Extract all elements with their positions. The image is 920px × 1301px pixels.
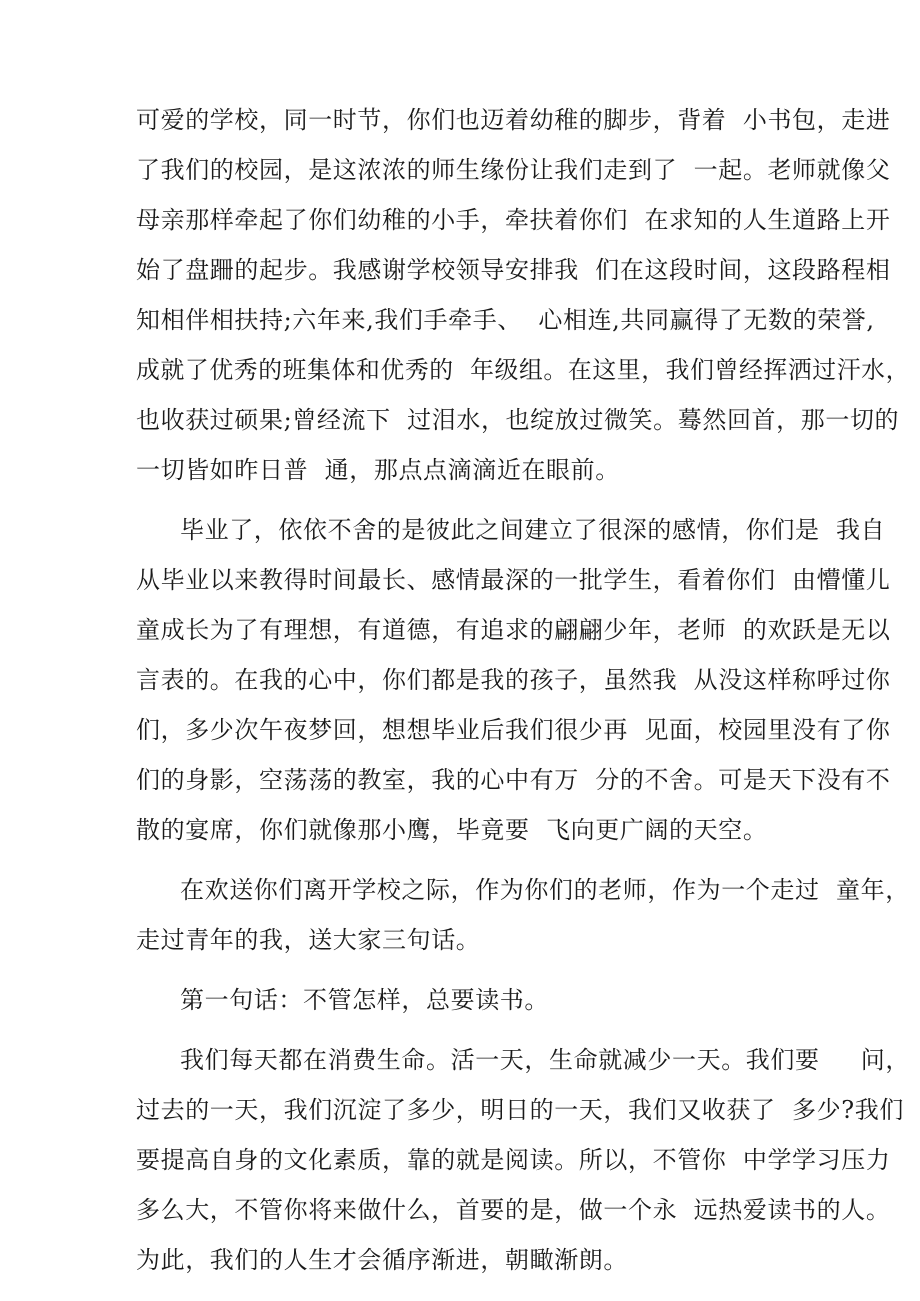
text-line-2: 了我们的校园，是这浓浓的师生缘份让我们走到了 一起。老师就像父 [136,156,891,184]
text-line-6: 成就了优秀的班集体和优秀的 年级组。在这里，我们曾经挥洒过汗水， [136,356,911,384]
text-line-22: 多么大，不管你将来做什么，首要的是，做一个永 远热爱读书的人。 [136,1196,891,1224]
text-line-23: 为此，我们的人生才会循序渐进，朝瞰渐朗。 [136,1246,628,1274]
text-line-11: 童成长为了有理想，有道德，有追求的翩翩少年，老师 的欢跃是无以 [136,616,891,644]
text-line-1: 可爱的学校，同一时节，你们也迈着幼稚的脚步，背着 小书包，走进 [136,106,891,134]
text-line-18: 第一句话：不管怎样，总要读书。 [180,986,549,1014]
text-line-3: 母亲那样牵起了你们幼稚的小手，牵扶着你们 在求知的人生道路上开 [136,206,891,234]
text-line-14: 们的身影，空荡荡的教室，我的心中有万 分的不舍。可是天下没有不 [136,766,891,794]
text-line-4: 始了盘跚的起步。我感谢学校领导安排我 们在这段时间，这段路程相 [136,256,891,284]
text-line-10: 从毕业以来教得时间最长、感情最深的一批学生，看着你们 由懵懂儿 [136,566,891,594]
text-line-17: 走过青年的我，送大家三句话。 [136,926,481,954]
text-line-20: 过去的一天，我们沉淀了多少，明日的一天，我们又收获了 多少?我们 [136,1096,904,1124]
text-line-8: 一切皆如昨日普 通，那点点滴滴近在眼前。 [136,456,620,484]
text-line-13: 们，多少次午夜梦回，想想毕业后我们很少再 见面，校园里没有了你 [136,716,891,744]
text-line-12: 言表的。在我的心中，你们都是我的孩子，虽然我 从没这样称呼过你 [136,666,891,694]
text-line-16: 在欢送你们离开学校之际，作为你们的老师，作为一个走过 童年， [180,876,910,904]
text-line-15: 散的宴席，你们就像那小鹰，毕竟要 飞向更广阔的天空。 [136,816,768,844]
text-line-21: 要提高自身的文化素质，靠的就是阅读。所以，不管你 中学学习压力 [136,1146,891,1174]
text-line-7: 也收获过硕果;曾经流下 过泪水，也绽放过微笑。蓦然回首，那一切的 [136,406,900,434]
text-line-5: 知相伴相扶持;六年来,我们手牵手、 心相连,共同赢得了无数的荣誉, [136,306,875,334]
text-line-19: 我们每天都在消费生命。活一天，生命就减少一天。我们要 问， [180,1046,910,1074]
text-line-9: 毕业了，依依不舍的是彼此之间建立了很深的感情，你们是 我自 [180,516,886,544]
